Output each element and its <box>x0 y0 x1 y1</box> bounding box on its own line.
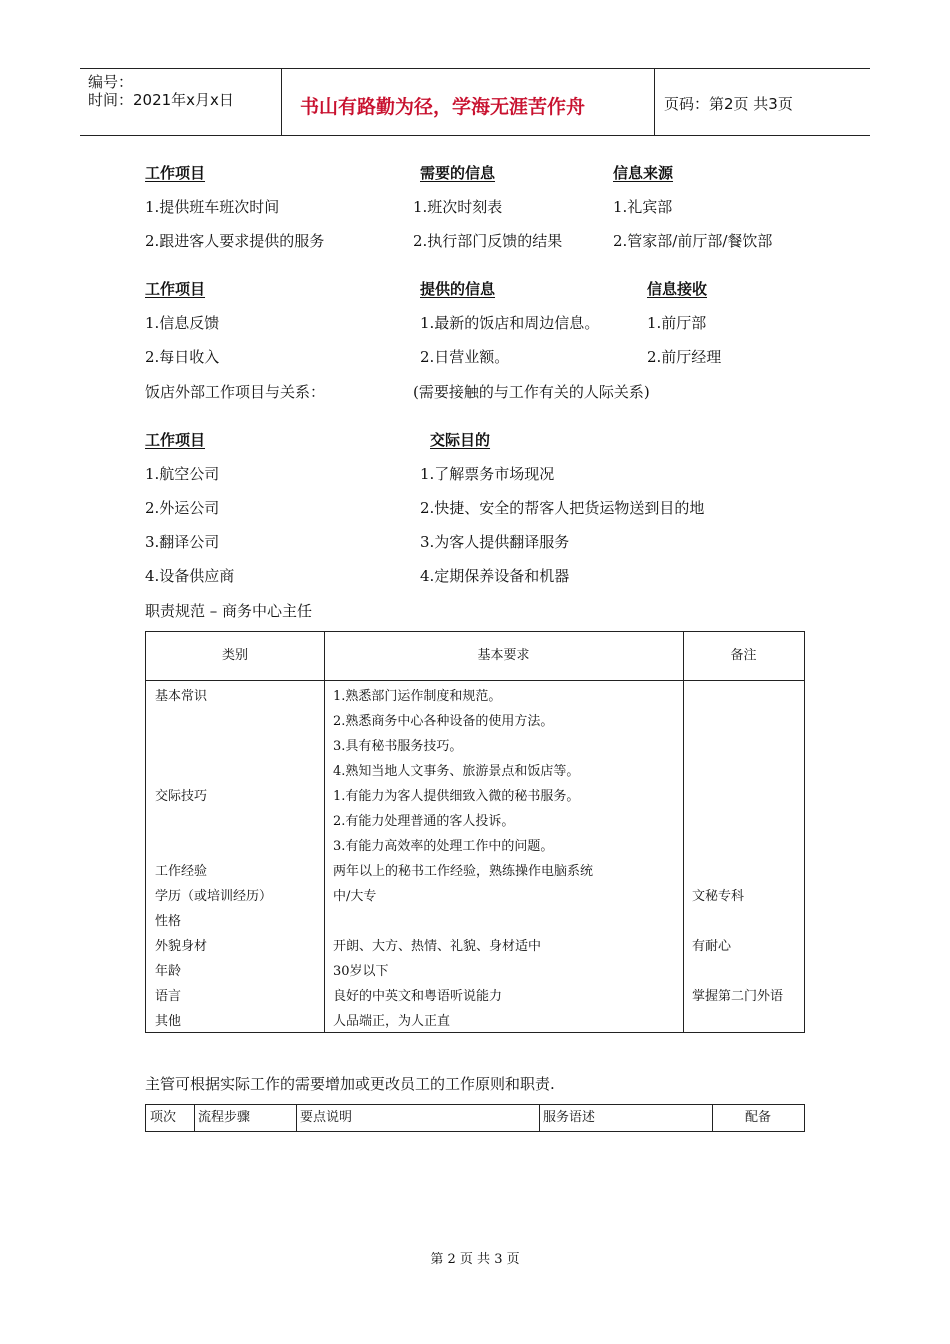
s2-header-work-item: 工作项目 <box>145 280 206 298</box>
ext-header-work-item: 工作项目 <box>145 431 206 449</box>
s1-row2-info: 2.执行部门反馈的结果 <box>413 232 563 250</box>
process-table <box>145 1104 805 1132</box>
s2-header-provided-info: 提供的信息 <box>420 280 496 298</box>
header-divider-right <box>654 68 655 135</box>
s1-row1-info: 1.班次时刻表 <box>413 198 503 216</box>
duties-header-rule <box>146 680 804 681</box>
ext-row3-purpose: 3.为客人提供翻译服务 <box>420 533 570 551</box>
ext-row1-item: 1.航空公司 <box>145 465 220 483</box>
duty-category: 性格 <box>155 914 182 929</box>
s2-header-info-receiver: 信息接收 <box>647 280 708 298</box>
s1-row1-source: 1.礼宾部 <box>613 198 673 216</box>
duty-category: 基本常识 <box>155 689 208 704</box>
header-page-label: 页码：第2页 共3页 <box>664 95 793 113</box>
supervisor-note: 主管可根据实际工作的需要增加或更改员工的工作原则和职责. <box>145 1075 555 1093</box>
header-top-rule <box>80 68 870 69</box>
duty-requirement: 30岁以下 <box>333 964 389 979</box>
s1-header-work-item: 工作项目 <box>145 164 206 182</box>
s2-row1-info: 1.最新的饭店和周边信息。 <box>420 314 600 332</box>
external-title: 饭店外部工作项目与关系： <box>145 383 326 401</box>
process-col-divider-2 <box>296 1105 297 1131</box>
s2-row2-receiver: 2.前厅经理 <box>647 348 722 366</box>
ext-row1-purpose: 1.了解票务市场现况 <box>420 465 555 483</box>
s2-row1-receiver: 1.前厅部 <box>647 314 707 332</box>
ext-row4-purpose: 4.定期保养设备和机器 <box>420 567 570 585</box>
duty-requirement: 中/大专 <box>333 889 377 904</box>
duty-requirement: 2.有能力处理普通的客人投诉。 <box>333 814 515 829</box>
process-header-keypoint: 要点说明 <box>300 1110 353 1125</box>
duty-requirement: 3.有能力高效率的处理工作中的问题。 <box>333 839 554 854</box>
s1-header-info-source: 信息来源 <box>613 164 674 182</box>
process-col-divider-3 <box>539 1105 540 1131</box>
duties-header-remark: 备注 <box>730 648 757 663</box>
duty-category: 年龄 <box>155 964 182 979</box>
process-header-index: 项次 <box>150 1110 177 1125</box>
header-motto: 书山有路勤为径，学海无涯苦作舟 <box>300 96 586 118</box>
duty-requirement: 4.熟知当地人文事务、旅游景点和饭店等。 <box>333 764 580 779</box>
s1-row2-source: 2.管家部/前厅部/餐饮部 <box>613 232 773 250</box>
s2-row2-info: 2.日营业额。 <box>420 348 510 366</box>
s1-row2-item: 2.跟进客人要求提供的服务 <box>145 232 325 250</box>
duty-requirement: 3.具有秘书服务技巧。 <box>333 739 463 754</box>
duty-remark: 文秘专科 <box>692 889 745 904</box>
header-time-label: 时间：2021年x月x日 <box>88 91 234 109</box>
duties-table <box>145 631 805 1033</box>
ext-row2-item: 2.外运公司 <box>145 499 220 517</box>
process-header-step: 流程步骤 <box>198 1110 251 1125</box>
duties-header-category: 类别 <box>221 648 248 663</box>
duties-header-requirement: 基本要求 <box>477 648 530 663</box>
duty-category: 其他 <box>155 1014 182 1029</box>
external-note: (需要接触的与工作有关的人际关系) <box>413 383 650 401</box>
duties-title: 职责规范 – 商务中心主任 <box>145 602 313 620</box>
ext-row4-item: 4.设备供应商 <box>145 567 235 585</box>
ext-row2-purpose: 2.快捷、安全的帮客人把货运物送到目的地 <box>420 499 705 517</box>
duties-col-divider-2 <box>683 632 684 1032</box>
ext-header-purpose: 交际目的 <box>430 431 491 449</box>
duty-category: 工作经验 <box>155 864 208 879</box>
header-bottom-rule <box>80 135 870 136</box>
duties-col-divider-1 <box>324 632 325 1032</box>
s1-header-needed-info: 需要的信息 <box>420 164 496 182</box>
duty-requirement: 1.熟悉部门运作制度和规范。 <box>333 689 502 704</box>
process-header-service-phrase: 服务语述 <box>543 1110 596 1125</box>
duty-requirement: 两年以上的秘书工作经验，熟练操作电脑系统 <box>333 864 594 879</box>
ext-row3-item: 3.翻译公司 <box>145 533 220 551</box>
duty-remark: 掌握第二门外语 <box>692 989 784 1004</box>
duty-requirement: 开朗、大方、热情、礼貌、身材适中 <box>333 939 542 954</box>
s2-row2-item: 2.每日收入 <box>145 348 220 366</box>
duty-category: 外貌身材 <box>155 939 208 954</box>
duty-category: 学历（或培训经历） <box>155 889 273 904</box>
process-header-equipment: 配备 <box>744 1110 771 1125</box>
duty-category: 语言 <box>155 989 182 1004</box>
footer-page-number: 第 2 页 共 3 页 <box>430 1252 520 1267</box>
process-col-divider-1 <box>194 1105 195 1131</box>
duty-requirement: 1.有能力为客人提供细致入微的秘书服务。 <box>333 789 580 804</box>
s2-row1-item: 1.信息反馈 <box>145 314 220 332</box>
duty-requirement: 2.熟悉商务中心各种设备的使用方法。 <box>333 714 554 729</box>
duty-remark: 有耐心 <box>692 939 732 954</box>
duty-requirement: 良好的中英文和粤语听说能力 <box>333 989 503 1004</box>
duty-category: 交际技巧 <box>155 789 208 804</box>
s1-row1-item: 1.提供班车班次时间 <box>145 198 280 216</box>
duty-requirement: 人品端正，为人正直 <box>333 1014 451 1029</box>
header-divider-left <box>281 68 282 135</box>
header-number-label: 编号： <box>88 73 134 91</box>
